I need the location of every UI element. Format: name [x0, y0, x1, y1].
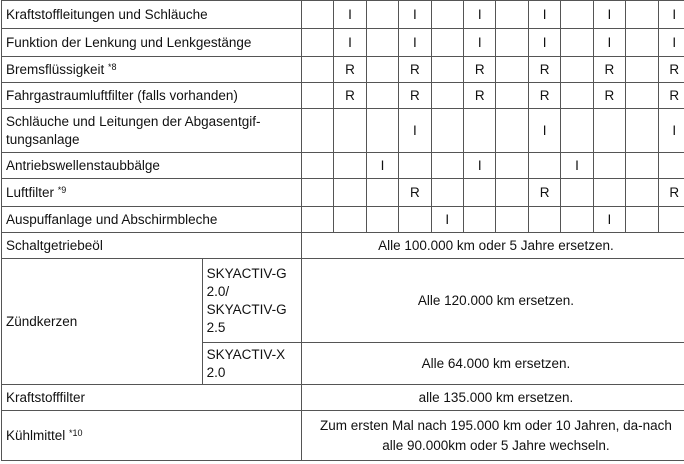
- interval-cell: [593, 179, 625, 207]
- row-label: Auspuffanlage und Abschirmbleche: [2, 207, 302, 233]
- table-row: [2, 259, 684, 343]
- spark-plugs-value: Alle 64.000 km ersetzen.: [301, 343, 684, 385]
- interval-cell: R: [399, 179, 431, 207]
- interval-cell: I: [528, 109, 560, 153]
- table-row: [2, 57, 684, 83]
- interval-cell: I: [658, 109, 684, 153]
- interval-cell: [626, 153, 658, 179]
- interval-cell: [301, 179, 333, 207]
- table-row: [2, 233, 684, 259]
- interval-cell: [301, 57, 333, 83]
- table-row: [2, 207, 684, 233]
- interval-cell: [366, 29, 398, 57]
- fuel-filter-value: alle 135.000 km ersetzen.: [301, 385, 684, 411]
- footnote-ref: *9: [57, 184, 67, 195]
- interval-cell: [366, 83, 398, 109]
- table-row: [2, 153, 684, 179]
- interval-cell: [366, 57, 398, 83]
- interval-cell: [334, 109, 366, 153]
- interval-cell: I: [464, 153, 496, 179]
- interval-cell: [464, 109, 496, 153]
- interval-cell: [431, 153, 463, 179]
- interval-cell: [366, 179, 398, 207]
- interval-cell: [496, 1, 528, 29]
- interval-cell: [431, 179, 463, 207]
- interval-cell: I: [431, 207, 463, 233]
- interval-cell: [431, 57, 463, 83]
- row-label: Luftfilter $^{*9}$: [2, 179, 302, 207]
- table-row: [2, 83, 684, 109]
- interval-cell: I: [366, 153, 398, 179]
- coolant-label: Kühlmittel $^{*10}$: [2, 411, 302, 461]
- maintenance-table: [1, 0, 684, 461]
- interval-cell: I: [561, 153, 593, 179]
- interval-cell: [626, 1, 658, 29]
- interval-cell: [658, 207, 684, 233]
- interval-cell: I: [399, 109, 431, 153]
- interval-cell: [496, 179, 528, 207]
- table-row: [2, 1, 684, 29]
- interval-cell: I: [658, 29, 684, 57]
- interval-cell: R: [399, 83, 431, 109]
- footnote-ref: *10: [69, 427, 83, 438]
- interval-cell: [366, 207, 398, 233]
- interval-cell: [301, 109, 333, 153]
- interval-cell: [301, 153, 333, 179]
- interval-cell: [334, 179, 366, 207]
- interval-cell: [561, 179, 593, 207]
- interval-cell: [496, 57, 528, 83]
- interval-cell: R: [528, 57, 560, 83]
- interval-cell: [301, 207, 333, 233]
- interval-cell: I: [528, 1, 560, 29]
- interval-cell: [561, 29, 593, 57]
- interval-cell: I: [593, 207, 625, 233]
- interval-cell: [496, 109, 528, 153]
- gear-oil-value: Alle 100.000 km oder 5 Jahre ersetzen.: [301, 233, 684, 259]
- interval-cell: R: [593, 83, 625, 109]
- interval-cell: R: [334, 57, 366, 83]
- interval-cell: I: [464, 29, 496, 57]
- interval-cell: R: [658, 179, 684, 207]
- interval-cell: [626, 207, 658, 233]
- table-row: [2, 385, 684, 411]
- engine-variant-label: SKYACTIV-X 2.0: [202, 343, 301, 385]
- interval-cell: R: [658, 83, 684, 109]
- table-row: [2, 29, 684, 57]
- interval-cell: [561, 83, 593, 109]
- interval-cell: R: [334, 83, 366, 109]
- interval-cell: I: [593, 1, 625, 29]
- interval-cell: [658, 153, 684, 179]
- interval-cell: [561, 109, 593, 153]
- interval-cell: [561, 57, 593, 83]
- interval-cell: [366, 1, 398, 29]
- row-label: Schläuche und Leitungen der Abgasentgif-tungsanlage: [2, 109, 302, 153]
- interval-cell: R: [464, 83, 496, 109]
- interval-cell: [464, 207, 496, 233]
- spark-plugs-value: Alle 120.000 km ersetzen.: [301, 259, 684, 343]
- interval-cell: I: [528, 29, 560, 57]
- interval-cell: [431, 83, 463, 109]
- interval-cell: [431, 29, 463, 57]
- interval-cell: [496, 29, 528, 57]
- coolant-value: Zum ersten Mal nach 195.000 km oder 10 Jahren, da-nach alle 90.000km oder 5 Jahre wechseln.: [301, 411, 684, 461]
- engine-variant-label: SKYACTIV-G 2.0/ SKYACTIV-G 2.5: [202, 259, 301, 343]
- interval-cell: [496, 83, 528, 109]
- interval-cell: I: [658, 1, 684, 29]
- table-row: [2, 179, 684, 207]
- interval-cell: [301, 1, 333, 29]
- interval-cell: I: [334, 1, 366, 29]
- interval-cell: [334, 207, 366, 233]
- interval-cell: R: [464, 57, 496, 83]
- row-label: Kraftstoffleitungen und Schläuche: [2, 1, 302, 29]
- interval-cell: [496, 207, 528, 233]
- footnote-ref: *8: [108, 61, 117, 72]
- row-label: Antriebswellenstaubbälge: [2, 153, 302, 179]
- interval-cell: I: [334, 29, 366, 57]
- interval-cell: [431, 109, 463, 153]
- gear-oil-label: Schaltgetriebeöl: [2, 233, 302, 259]
- interval-cell: R: [593, 57, 625, 83]
- interval-cell: [626, 179, 658, 207]
- interval-cell: I: [399, 29, 431, 57]
- interval-cell: [301, 29, 333, 57]
- table-row: [2, 109, 684, 153]
- interval-cell: [626, 29, 658, 57]
- row-label: Fahrgastraumluftfilter (falls vorhanden): [2, 83, 302, 109]
- interval-cell: R: [528, 179, 560, 207]
- spark-plugs-label: Zündkerzen: [2, 259, 203, 385]
- interval-cell: [561, 207, 593, 233]
- interval-cell: [431, 1, 463, 29]
- interval-cell: R: [658, 57, 684, 83]
- interval-cell: I: [399, 1, 431, 29]
- interval-cell: R: [399, 57, 431, 83]
- interval-cell: [366, 109, 398, 153]
- interval-cell: [528, 153, 560, 179]
- interval-cell: I: [464, 1, 496, 29]
- fuel-filter-label: Kraftstofffilter: [2, 385, 302, 411]
- interval-cell: [626, 83, 658, 109]
- interval-cell: [626, 57, 658, 83]
- interval-cell: [301, 83, 333, 109]
- row-label: Bremsflüssigkeit $^{*8}$: [2, 57, 302, 83]
- interval-cell: [399, 207, 431, 233]
- table-row: [2, 411, 684, 461]
- interval-cell: [334, 153, 366, 179]
- interval-cell: [593, 109, 625, 153]
- row-label: Funktion der Lenkung und Lenkgestänge: [2, 29, 302, 57]
- interval-cell: [593, 153, 625, 179]
- interval-cell: [626, 109, 658, 153]
- interval-cell: I: [593, 29, 625, 57]
- interval-cell: [399, 153, 431, 179]
- interval-cell: [496, 153, 528, 179]
- interval-cell: [464, 179, 496, 207]
- interval-cell: [528, 207, 560, 233]
- interval-cell: [561, 1, 593, 29]
- interval-cell: R: [528, 83, 560, 109]
